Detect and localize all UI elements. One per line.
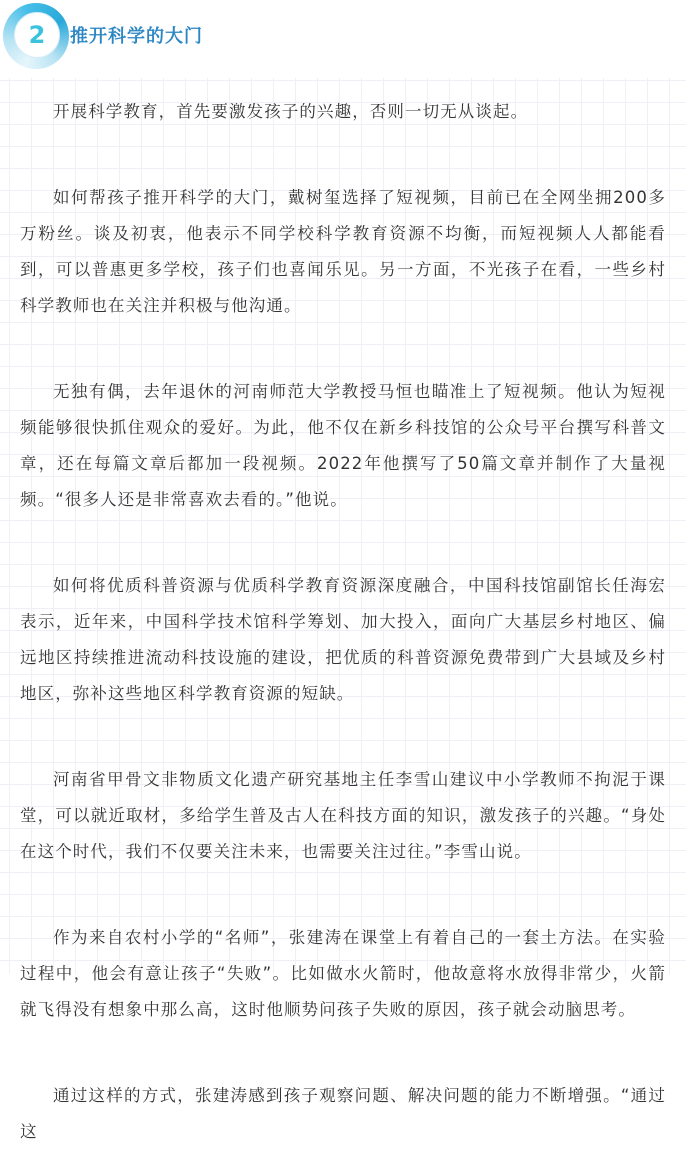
- paragraph: 如何帮孩子推开科学的大门，戴树玺选择了短视频，目前已在全网坐拥200多万粉丝。谈及初衷，他表示不同学校科学教育资源不均衡，而短视频人人都能看到，可以普惠更多学校，孩子们也喜闻乐见。另一方面，不光孩子在看，一些乡村科学教师也在关注并积极与他沟通。: [20, 188, 666, 315]
- paragraph: 作为来自农村小学的“名师”，张建涛在课堂上有着自己的一套土方法。在实验过程中，他会有意让孩子“失败”。比如做水火箭时，他故意将水放得非常少，火箭就飞得没有想象中那么高，这时他顺势问孩子失败的原因，孩子就会动脑思考。: [20, 928, 666, 1019]
- section-title: 推开科学的大门: [70, 26, 203, 47]
- section-number-badge: [14, 12, 60, 58]
- paragraph: 如何将优质科普资源与优质科学教育资源深度融合，中国科技馆副馆长任海宏表示，近年来，中国科学技术馆科学筹划、加大投入，面向广大基层乡村地区、偏远地区持续推进流动科技设施的建设，把优质的科普资源免费带到广大县域及乡村地区，弥补这些地区科学教育资源的短缺。: [20, 576, 666, 703]
- paragraph: 开展科学教育，首先要激发孩子的兴趣，否则一切无从谈起。: [53, 102, 529, 121]
- paragraph: 通过这样的方式，张建涛感到孩子观察问题、解决问题的能力不断增强。“通过这: [20, 1086, 666, 1141]
- section-header: [0, 0, 686, 72]
- section-number: 2: [28, 21, 46, 49]
- paragraph: 无独有偶，去年退休的河南师范大学教授马恒也瞄准上了短视频。他认为短视频能够很快抓住观众的爱好。为此，他不仅在新乡科技馆的公众号平台撰写科普文章，还在每篇文章后都加一段视频。2022年他撰写了50篇文章并制作了大量视频。“很多人还是非常喜欢去看的。”他说。: [20, 382, 666, 509]
- paragraph: 河南省甲骨文非物质文化遗产研究基地主任李雪山建议中小学教师不拘泥于课堂，可以就近取材，多给学生普及古人在科技方面的知识，激发孩子的兴趣。“身处在这个时代，我们不仅要关注未来，也需要关注过往。”李雪山说。: [20, 770, 666, 861]
- article-body: [0, 78, 686, 1141]
